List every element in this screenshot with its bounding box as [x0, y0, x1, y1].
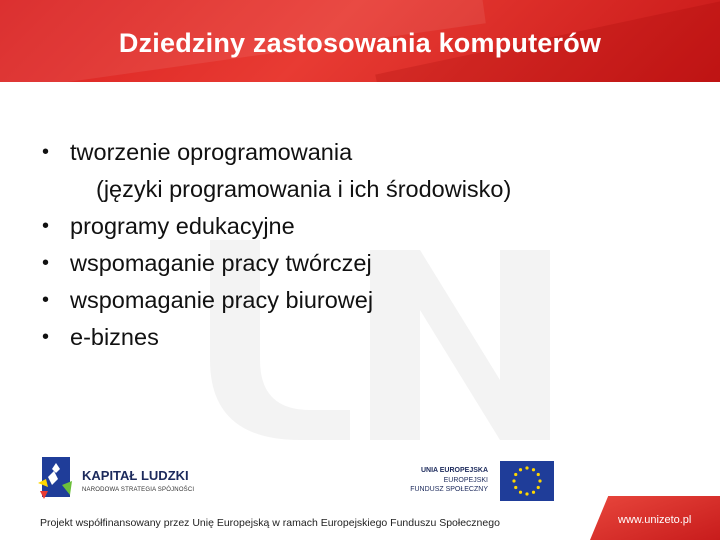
eu-star [537, 473, 540, 476]
bullet-text: programy edukacyjne [70, 213, 295, 239]
bullet-marker: • [42, 252, 50, 274]
eu-line-2: EUROPEJSKI [443, 476, 488, 484]
eu-star [514, 473, 517, 476]
footer-url-link[interactable]: www.unizeto.pl [618, 514, 692, 526]
bullet-subtext: (języki programowania i ich środowisko) [96, 176, 512, 202]
footer-credit: Projekt współfinansowany przez Unię Europejską w ramach Europejskiego Funduszu Społecznego [40, 517, 500, 529]
eu-star [525, 466, 528, 469]
kapital-ludzki-tagline: NARODOWA STRATEGIA SPÓJNOŚCI [82, 487, 195, 493]
eu-star [519, 468, 522, 471]
kapital-ludzki-name: KAPITAŁ LUDZKI [82, 468, 189, 483]
eu-star [525, 492, 528, 495]
eu-flag-icon [500, 461, 554, 501]
bullet-text: wspomaganie pracy twórczej [70, 250, 372, 276]
eu-star [514, 486, 517, 489]
eu-star [519, 491, 522, 494]
bullet-marker: • [42, 215, 50, 237]
list-item [40, 282, 511, 319]
list-item [40, 245, 511, 282]
bullet-text: e-biznes [70, 324, 159, 350]
bullet-text: tworzenie oprogramowania [70, 139, 353, 165]
bullet-text: wspomaganie pracy biurowej [70, 287, 374, 313]
bullet-list [40, 134, 511, 356]
bullet-marker: • [42, 289, 50, 311]
eu-star [532, 491, 535, 494]
list-item [40, 319, 511, 356]
eu-star [512, 479, 515, 482]
title-banner [0, 0, 720, 82]
bullet-marker: • [42, 141, 50, 163]
eu-star [538, 479, 541, 482]
list-item [40, 134, 511, 208]
kapital-ludzki-logo-icon [36, 455, 76, 501]
eu-star [537, 486, 540, 489]
list-item [40, 208, 511, 245]
eu-line-1: UNIA EUROPEJSKA [420, 467, 488, 474]
bullet-marker: • [42, 326, 50, 348]
eu-star [532, 468, 535, 471]
eu-text-block [390, 466, 488, 495]
slide-title: Dziedziny zastosowania komputerów [118, 28, 602, 58]
eu-line-3: FUNDUSZ SPOŁECZNY [410, 486, 488, 493]
